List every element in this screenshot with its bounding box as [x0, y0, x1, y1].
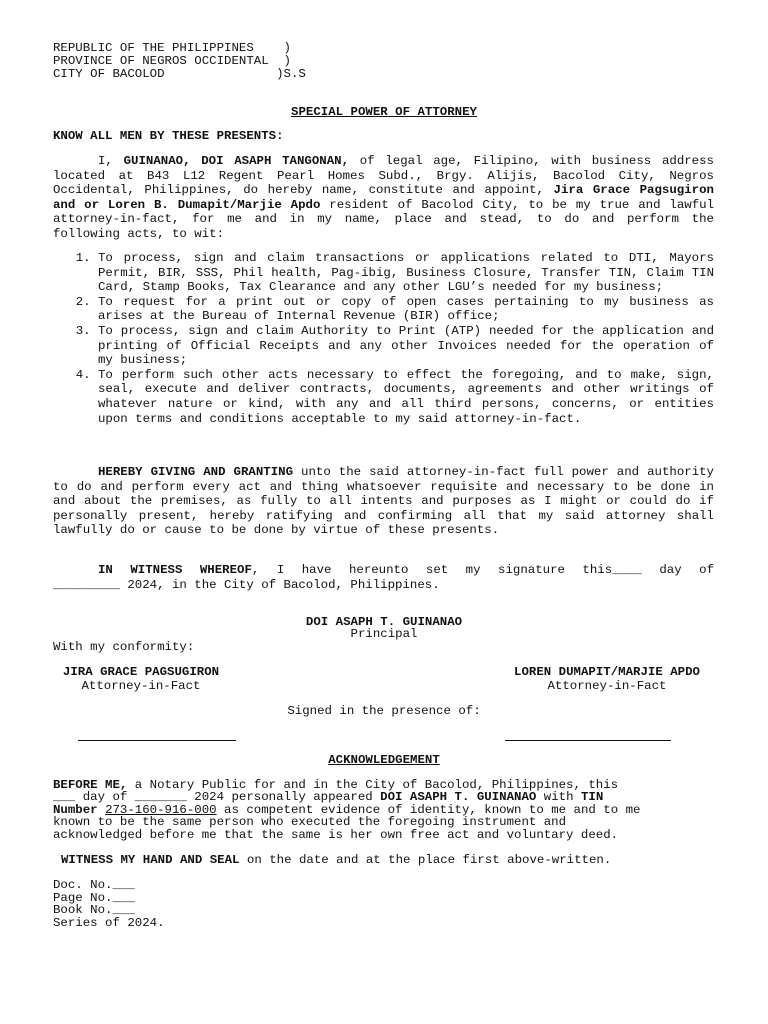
notary-book-no: Book No.___ — [53, 903, 135, 917]
witness-line-2: _________ 2024, in the City of Bacolod, Philippines. — [53, 578, 440, 592]
header-republic: REPUBLIC OF THE PHILIPPINES ) — [53, 41, 291, 55]
notary-series: Series of 2024. — [53, 916, 165, 930]
acts-list — [53, 251, 714, 426]
notary-page-no: Page No.___ — [53, 891, 135, 905]
ack-principal-name: DOI ASAPH T. GUINANAO — [380, 790, 537, 804]
conformity-label: With my conformity: — [53, 640, 195, 654]
attorney-names: Jira Grace Pagsugiron and or Loren B. Dumapit/Marjie Apdo — [53, 183, 714, 212]
witness-signature-line-left — [78, 740, 236, 741]
ack-line-2: ___ day of _______ 2024 personally appeared DOI ASAPH T. GUINANAO with TIN — [53, 790, 604, 804]
attorney1-role: Attorney-in-Fact — [81, 679, 201, 693]
notary-doc-no: Doc. No.___ — [53, 878, 135, 892]
witness-line-1: IN WITNESS WHEREOF, I have hereunto set my signature this____ day of — [98, 563, 715, 577]
attorney2-role: Attorney-in-Fact — [547, 679, 667, 693]
header-city: CITY OF BACOLOD )S.S — [53, 67, 306, 81]
principal-signature-role: Principal — [350, 627, 418, 641]
ack-line-1: BEFORE ME, a Notary Public for and in the City of Bacolod, Philippines, this — [53, 778, 619, 792]
header-province: PROVINCE OF NEGROS OCCIDENTAL ) — [53, 54, 291, 68]
ack-line-4: known to be the same person who executed the foregoing instrument and — [53, 815, 567, 829]
list-item: 1. To process, sign and claim transactions or applications related to DTI, Mayors Permit, BIR, SSS, Phil health, Pag-ibig, Business Closure, Transfer TIN, Claim TIN Card, Stamp Books, Tax Clearance and any other LGU’s needed for my business; — [98, 251, 714, 295]
document-title: SPECIAL POWER OF ATTORNEY — [291, 105, 477, 119]
witness-signature-line-right — [505, 740, 671, 741]
principal-name: GUINANAO, DOI ASAPH TANGONAN, — [123, 154, 350, 168]
intro-heading: KNOW ALL MEN BY THESE PRESENTS: — [53, 129, 284, 143]
presence-label: Signed in the presence of: — [287, 704, 481, 718]
attorney1-name: JIRA GRACE PAGSUGIRON — [62, 665, 220, 679]
acknowledgement-title: ACKNOWLEDGEMENT — [328, 753, 440, 767]
ack-line-5: acknowledged before me that the same is her own free act and voluntary deed. — [53, 828, 619, 842]
attorney2-name: LOREN DUMAPIT/MARJIE APDO — [514, 665, 700, 679]
seal-line: WITNESS MY HAND AND SEAL on the date and at the place first above-written. — [61, 853, 612, 867]
list-item: 3. To process, sign and claim Authority to Print (ATP) needed for the application and printing of Official Receipts and any other Invoices needed for the operation of my business; — [98, 324, 714, 368]
tin-number: 273-160-916-000 — [105, 803, 217, 817]
ack-line-3: Number 273-160-916-000 as competent evidence of identity, known to me and to me — [53, 803, 641, 817]
appointment-paragraph: I, GUINANAO, DOI ASAPH TANGONAN, of legal age, Filipino, with business address located at B43 L12 Regent Pearl Homes Subd., Brgy. Alijis, Bacolod City, Negros Occidental, Philippines, do hereby name, constitute and appoint, Jira Grace Pagsugiron and or Loren B. Dumapit/Marjie Apdo resident of Bacolod City, to be my true and lawful attorney-in-fact, for me and in my name, place and stead, to do and perform the following acts, to wit: — [53, 154, 715, 241]
granting-paragraph: HEREBY GIVING AND GRANTING unto the said attorney-in-fact full power and authority to do and perform every act and thing whatsoever requisite and necessary to be done in and about the premises, as fully to all intents and purposes as I might or could do if personally present, hereby ratifying and confirming all that my said attorney shall lawfully do or cause to be done by virtue of these presents. — [53, 465, 714, 538]
list-item: 4. To perform such other acts necessary to effect the foregoing, and to make, sign, seal, execute and deliver contracts, documents, agreements and other writings of whatever nature or kind, with any and all third persons, concerns, or entities upon terms and conditions acceptable to my said attorney-in-fact. — [98, 368, 714, 426]
list-item: 2. To request for a print out or copy of open cases pertaining to my business as arises at the Bureau of Internal Revenue (BIR) office; — [98, 295, 714, 324]
principal-signature-name: DOI ASAPH T. GUINANAO — [305, 615, 463, 629]
